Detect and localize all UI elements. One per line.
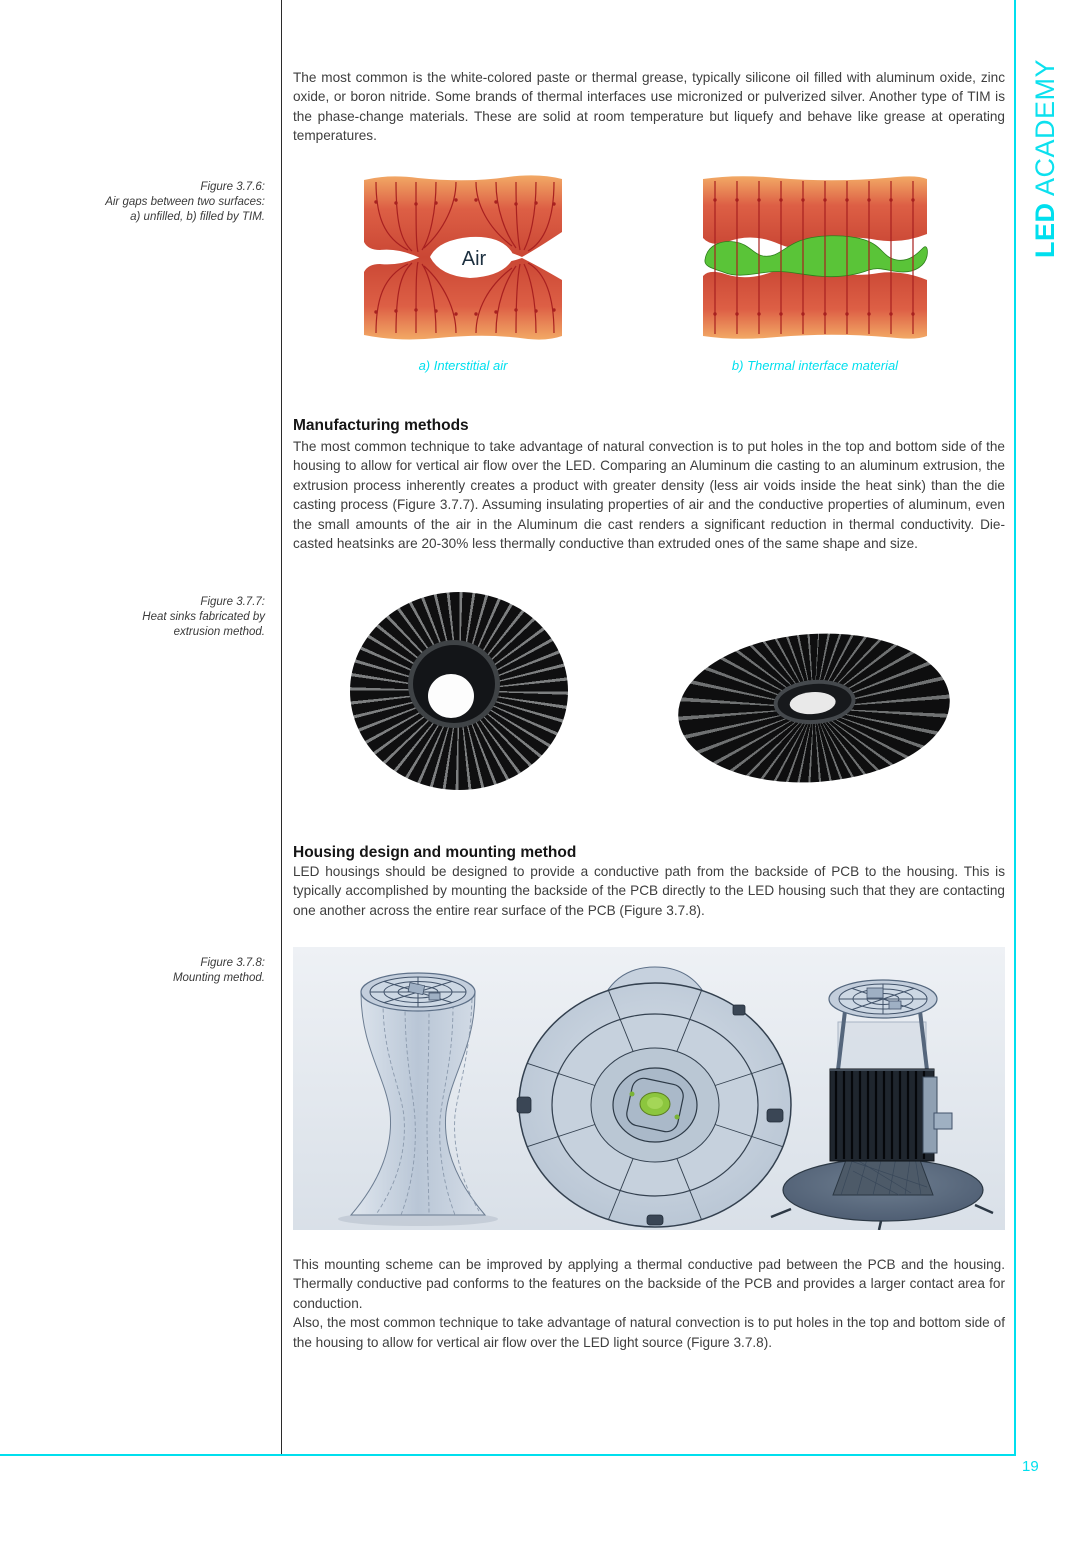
brand-led: LED [1030, 202, 1060, 258]
figure-377-caption-title: Figure 3.7.7: [200, 596, 265, 608]
figure-378-caption-title: Figure 3.7.8: [200, 957, 265, 969]
figure-378-caption [95, 956, 265, 986]
interstitial-air-diagram [358, 170, 568, 346]
brand-academy: ACADEMY [1030, 58, 1060, 196]
housing-design-paragraph: LED housings should be designed to provide a conductive path from the backside of PCB to the housing. This is typically accomplished by mounting the backside of the PCB directly to the LED housing such that they are contacting one another across the entire rear surface of the PCB (Figure 3.7.8). [293, 864, 1005, 918]
figure-378-image [293, 947, 1005, 1230]
main-column [293, 0, 1005, 1544]
figure-377-caption-text: Heat sinks fabricated by extrusion method. [142, 611, 265, 638]
manufacturing-methods-paragraph: The most common technique to take advantage of natural convection is to put holes in the top and bottom side of the housing to allow for vertical air flow over the LED. Comparing an Aluminum die casting to an aluminum extrusion, the extrusion process inherently creates a product with greater density (less air voids inside the heat sink) than the die casting process (Figure 3.7.7). Assuming insulating properties of air and the conductive properties of aluminum, even the small amounts of the air in the Aluminum die cast renders a significant reduction in thermal conductivity. Die-casted heatsinks are 20-30% less thermally conductive than extruded ones of the same shape and size. [293, 439, 1005, 552]
figure-377-caption [95, 595, 265, 640]
housing-design-heading: Housing design and mounting method [293, 844, 577, 861]
figure-377-images [293, 590, 1005, 800]
right-border-rule [1014, 0, 1016, 1454]
subcaption-thermal-interface: b) Thermal interface material [731, 358, 899, 373]
air-label: Air [461, 248, 487, 270]
manufacturing-methods-heading: Manufacturing methods [293, 417, 469, 434]
figure-376-caption-text: Air gaps between two surfaces: a) unfilled, b) filled by TIM. [105, 196, 265, 223]
column-divider-rule [281, 0, 282, 1455]
page-number: 19 [1022, 1458, 1039, 1475]
closing-paragraph-1: This mounting scheme can be improved by applying a thermal conductive pad between the PCB and the housing. Thermally conductive pad conforms to the features on the backside of the PCB and provides a larger contact area for conduction. [293, 1257, 1005, 1311]
figure-376-images [293, 170, 1005, 346]
figure-378-caption-text: Mounting method. [172, 972, 265, 984]
figure-376-caption [95, 180, 265, 225]
closing-paragraph-2: Also, the most common technique to take advantage of natural convection is to put holes in the top and bottom side of the housing to allow for vertical air flow over the LED light source (Figure 3.7.8). [293, 1315, 1005, 1350]
tim-filled-diagram [697, 170, 933, 346]
figure-376-caption-title: Figure 3.7.6: [200, 181, 265, 193]
subcaption-interstitial-air: a) Interstitial air [418, 358, 508, 373]
closing-paragraphs [293, 1255, 1005, 1352]
sidebar-brand [1030, 59, 1061, 258]
heatsink-top-view-image [350, 592, 568, 790]
mounting-method-render [293, 947, 1005, 1230]
intro-paragraph: The most common is the white-colored paste or thermal grease, typically silicone oil filled with aluminum oxide, zinc oxide, or boron nitride. Some brands of thermal interfaces use micronized or pulverized silver. Another type of TIM is the phase-change materials. These are solid at room temperature but liquefy and behave like grease at operating temperatures. [293, 70, 1005, 144]
heatsink-angled-view-image [673, 625, 955, 792]
